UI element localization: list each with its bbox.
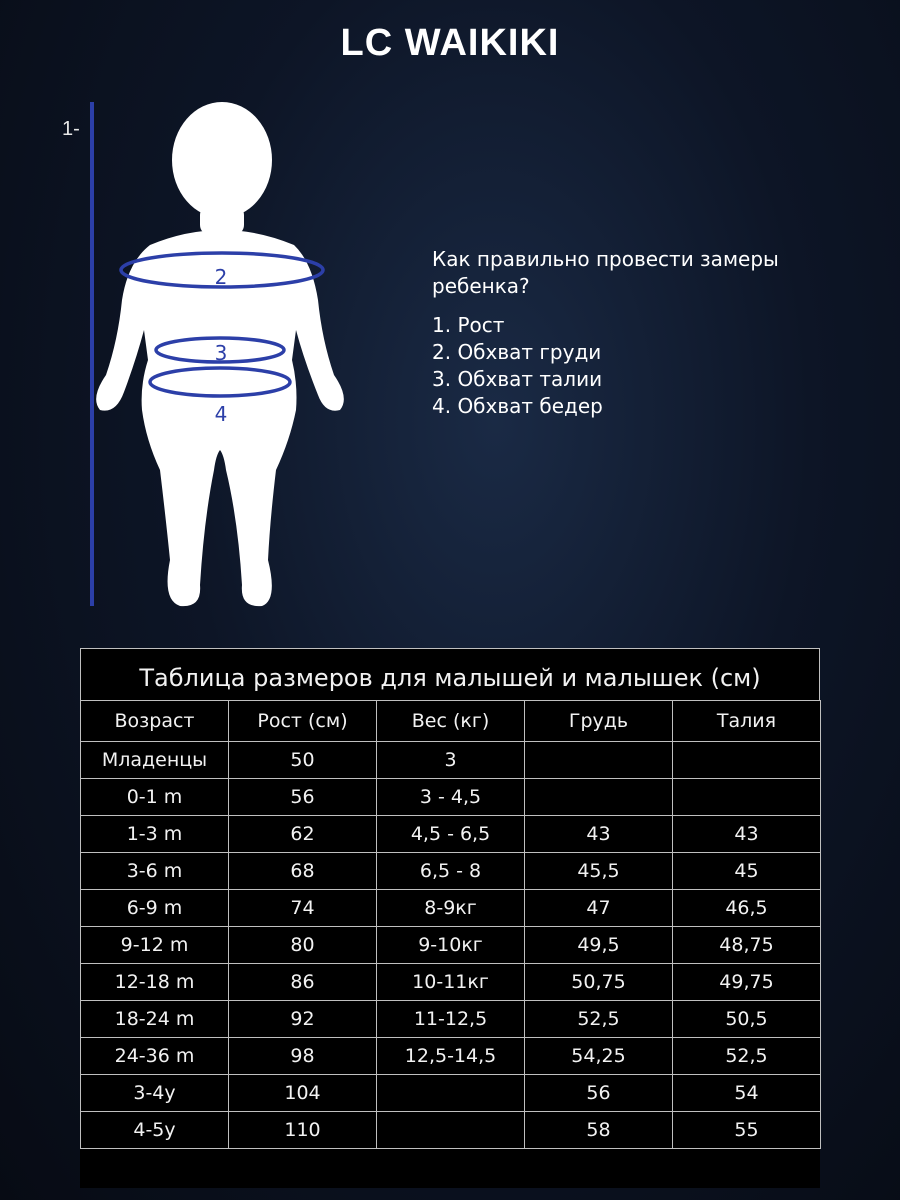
table-cell: 6-9 m: [81, 890, 229, 927]
marker-hip: 4: [214, 402, 228, 426]
table-cell: 50,75: [525, 964, 673, 1001]
table-cell: 45,5: [525, 853, 673, 890]
header-age: Возраст: [81, 701, 229, 742]
size-table-title: Таблица размеров для малышей и малышек (см): [80, 648, 820, 700]
table-cell: 47: [525, 890, 673, 927]
table-cell: 24-36 m: [81, 1038, 229, 1075]
table-cell: 0-1 m: [81, 779, 229, 816]
header-chest: Грудь: [525, 701, 673, 742]
marker-chest: 2: [214, 265, 228, 289]
table-cell: 56: [525, 1075, 673, 1112]
table-cell: 54: [673, 1075, 821, 1112]
table-cell: 92: [229, 1001, 377, 1038]
table-row: [81, 816, 821, 853]
instruction-item: 4. Обхват бедер: [432, 394, 603, 418]
table-cell: 45: [673, 853, 821, 890]
table-cell: 49,5: [525, 927, 673, 964]
table-cell: 62: [229, 816, 377, 853]
instruction-item: 1. Рост: [432, 313, 505, 337]
size-table-container: [80, 648, 820, 1188]
table-cell: 48,75: [673, 927, 821, 964]
table-cell: 3: [377, 742, 525, 779]
table-cell: 49,75: [673, 964, 821, 1001]
table-cell: 56: [229, 779, 377, 816]
table-cell: [377, 1075, 525, 1112]
table-cell: 9-10кг: [377, 927, 525, 964]
size-table: [80, 700, 821, 1149]
table-cell: [525, 742, 673, 779]
table-row: [81, 1112, 821, 1149]
table-row: [81, 927, 821, 964]
table-row: [81, 1038, 821, 1075]
table-cell: 52,5: [673, 1038, 821, 1075]
table-cell: 9-12 m: [81, 927, 229, 964]
table-cell: 18-24 m: [81, 1001, 229, 1038]
table-cell: 3 - 4,5: [377, 779, 525, 816]
table-cell: 12,5-14,5: [377, 1038, 525, 1075]
table-cell: 55: [673, 1112, 821, 1149]
table-cell: 11-12,5: [377, 1001, 525, 1038]
table-row: [81, 1001, 821, 1038]
table-cell: 50,5: [673, 1001, 821, 1038]
table-cell: 50: [229, 742, 377, 779]
table-cell: 1-3 m: [81, 816, 229, 853]
table-row: [81, 779, 821, 816]
table-cell: 74: [229, 890, 377, 927]
instructions-list: [432, 312, 852, 420]
table-header-row: [81, 701, 821, 742]
table-row: [81, 853, 821, 890]
table-cell: 104: [229, 1075, 377, 1112]
table-cell: 46,5: [673, 890, 821, 927]
table-cell: 6,5 - 8: [377, 853, 525, 890]
table-row: [81, 742, 821, 779]
brand-logo: LC WAIKIKI: [340, 22, 560, 64]
table-cell: 4-5y: [81, 1112, 229, 1149]
table-cell: [525, 779, 673, 816]
table-cell: 4,5 - 6,5: [377, 816, 525, 853]
table-row: [81, 1075, 821, 1112]
table-cell: 12-18 m: [81, 964, 229, 1001]
table-cell: 8-9кг: [377, 890, 525, 927]
table-cell: 86: [229, 964, 377, 1001]
instruction-item: 2. Обхват груди: [432, 340, 602, 364]
table-cell: 98: [229, 1038, 377, 1075]
table-cell: 80: [229, 927, 377, 964]
table-cell: 68: [229, 853, 377, 890]
header-height: Рост (см): [229, 701, 377, 742]
header-weight: Вес (кг): [377, 701, 525, 742]
child-measurement-figure: [0, 90, 420, 620]
table-cell: [673, 742, 821, 779]
table-cell: 58: [525, 1112, 673, 1149]
table-cell: 52,5: [525, 1001, 673, 1038]
table-cell: 54,25: [525, 1038, 673, 1075]
table-row: [81, 964, 821, 1001]
height-scale-label: 1-: [62, 118, 80, 140]
measurement-instructions: [432, 246, 852, 420]
table-cell: 43: [673, 816, 821, 853]
marker-waist: 3: [214, 341, 228, 365]
table-cell: [377, 1112, 525, 1149]
table-row: [81, 890, 821, 927]
instructions-question: Как правильно провести замеры ребенка?: [432, 247, 779, 298]
table-cell: 43: [525, 816, 673, 853]
table-cell: [673, 779, 821, 816]
table-cell: Младенцы: [81, 742, 229, 779]
table-cell: 10-11кг: [377, 964, 525, 1001]
table-cell: 110: [229, 1112, 377, 1149]
header-waist: Талия: [673, 701, 821, 742]
table-cell: 3-6 m: [81, 853, 229, 890]
instruction-item: 3. Обхват талии: [432, 367, 603, 391]
table-cell: 3-4y: [81, 1075, 229, 1112]
